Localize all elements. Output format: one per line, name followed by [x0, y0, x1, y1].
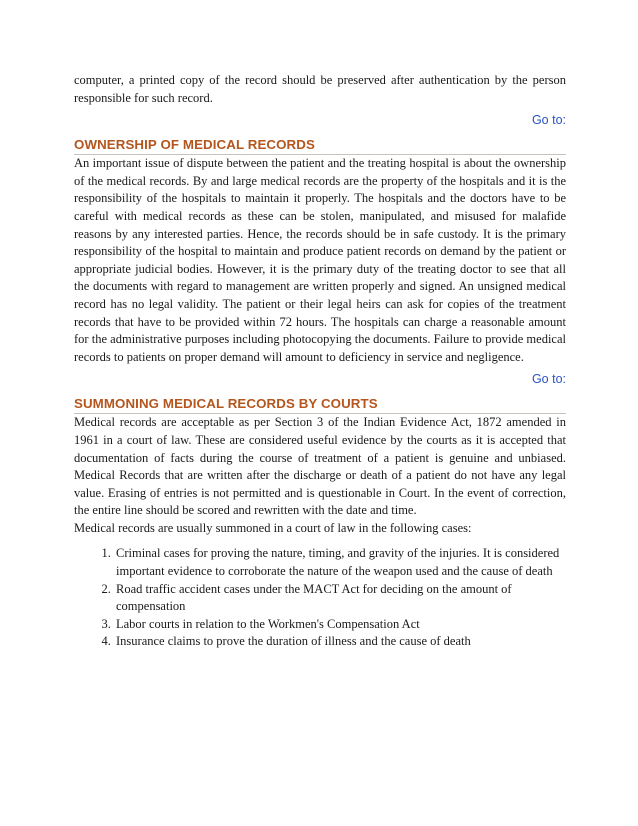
cases-list [74, 545, 566, 651]
goto-row-1 [74, 111, 566, 129]
list-item: 3. Labor courts in relation to the Workmen's Compensation Act [114, 616, 566, 634]
summoning-paragraph: Medical records are acceptable as per Section 3 of the Indian Evidence Act, 1872 amended in 1961 in a court of law. These are considered useful evidence by the courts as it is accepted that documentation of facts during the course of treatment of a patient is genuine and unbiased. Medical Records that are written after the discharge or death of a patient do not have any legal value. Erasing of entries is not permitted and is questionable in Court. In the event of correction, the entire line should be scored and rewritten with the date and time. [74, 415, 566, 518]
section-heading-summoning: SUMMONING MEDICAL RECORDS BY COURTS [74, 396, 566, 414]
intro-paragraph: computer, a printed copy of the record should be preserved after authentication by the person responsible for such record. [74, 73, 566, 105]
ownership-paragraph: An important issue of dispute between the patient and the treating hospital is about the ownership of the medical records. By and large medical records are the property of the hospitals and it is the responsibility of the hospitals to maintain it properly. The hospitals and the doctors have to be careful with medical records as these can be stolen, manipulated, and misused for malafide reasons by any interested parties. Hence, the records should be in safe custody. It is the primary responsibility of the hospital to maintain and produce patient records on demand by the patient or appropriate judicial bodies. However, it is the primary duty of the treating doctor to see that all the documents with regard to management are written properly and signed. An unsigned medical record has no legal validity. The patient or their legal heirs can ask for copies of the treatment records that have to be provided within 72 hours. The hospitals can charge a reasonable amount for the administrative purposes including photocopying the documents. Failure to provide medical records to patients on proper demand will amount to deficiency in service and negligence. [74, 156, 566, 364]
goto-row-2 [74, 370, 566, 388]
document-page [74, 72, 566, 651]
list-intro: Medical records are usually summoned in a court of law in the following cases: [74, 520, 472, 535]
list-item: 2. Road traffic accident cases under the MACT Act for deciding on the amount of compensation [114, 581, 566, 616]
goto-link[interactable]: Go to: [531, 372, 566, 387]
goto-link[interactable]: Go to: [531, 113, 566, 128]
list-item: 4. Insurance claims to prove the duration of illness and the cause of death [114, 633, 566, 651]
list-item: 1. Criminal cases for proving the nature, timing, and gravity of the injuries. It is considered important evidence to corroborate the nature of the weapon used and the cause of death [114, 545, 566, 580]
section-heading-ownership: OWNERSHIP OF MEDICAL RECORDS [74, 137, 566, 155]
